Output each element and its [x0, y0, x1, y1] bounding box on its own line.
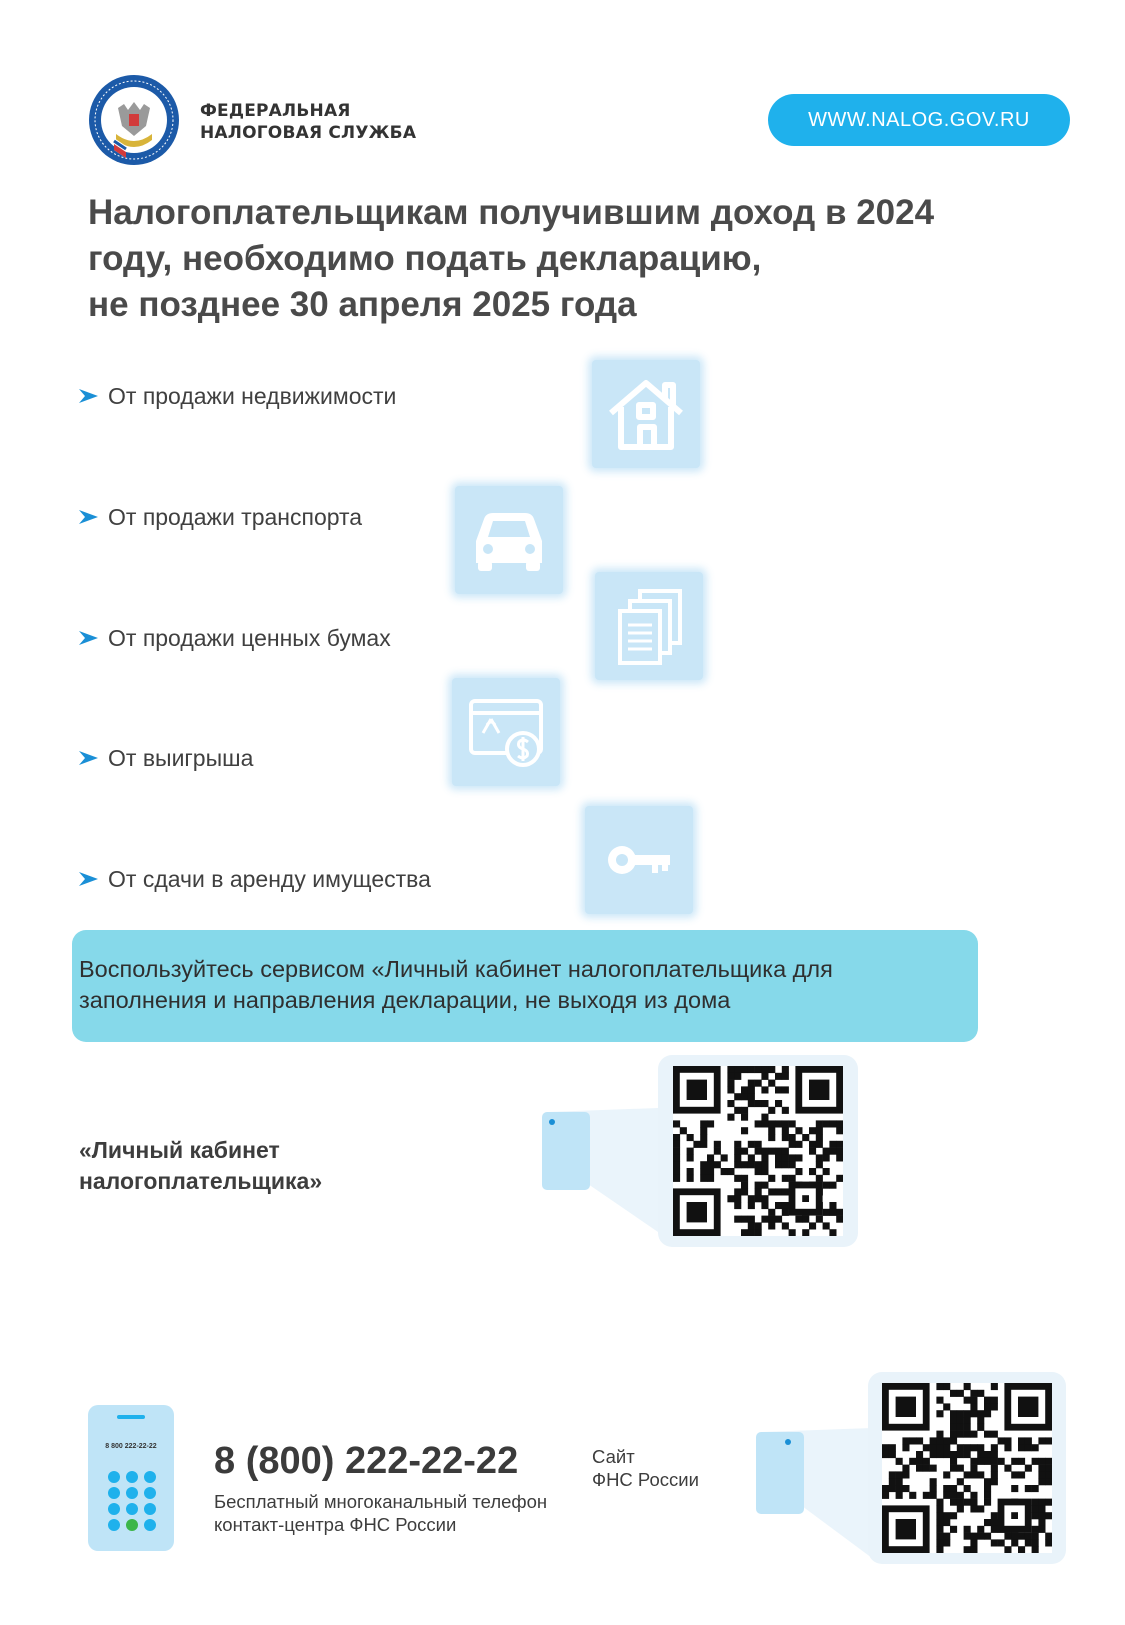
list-item: [78, 743, 253, 773]
key-tile: [585, 806, 693, 914]
site-label-line2: ФНС России: [592, 1469, 699, 1490]
title-line2: году, необходимо подать декларацию,: [88, 239, 762, 278]
cabinet-qr-card: [658, 1055, 858, 1247]
scan-phone-icon: [538, 1108, 658, 1232]
arrow-icon: [78, 629, 100, 647]
arrow-icon: [78, 508, 100, 526]
house-tile: [592, 360, 700, 468]
site-qr-code[interactable]: [882, 1383, 1052, 1553]
title-line1: Налогоплательщикам получившим доход в 2024: [88, 193, 935, 232]
phone-number[interactable]: 8 (800) 222-22-22: [214, 1440, 519, 1482]
phone-description: [214, 1490, 547, 1536]
device-number: 8 800 222-22-22: [105, 1443, 157, 1450]
list-item: [78, 381, 396, 411]
car-icon: [466, 497, 552, 583]
org-name-line1: ФЕДЕРАЛЬНАЯ: [200, 101, 351, 121]
website-link[interactable]: WWW.NALOG.GOV.RU: [768, 94, 1070, 146]
arrow-icon: [78, 749, 100, 767]
arrow-icon: [78, 387, 100, 405]
site-label-line1: Сайт: [592, 1446, 635, 1467]
income-label: От продажи недвижимости: [108, 382, 397, 409]
key-icon: [596, 817, 682, 903]
cabinet-label: [79, 1135, 322, 1197]
title-line3: не позднее 30 апреля 2025 года: [88, 285, 637, 324]
phone-desc-line1: Бесплатный многоканальный телефон: [214, 1491, 548, 1512]
page-title: [88, 190, 1048, 328]
service-banner-text: Воспользуйтесь сервисом «Личный кабинет налогоплательщика для заполнения и направления декларации, не выходя из дома: [79, 956, 833, 1013]
scan-phone-icon: [752, 1428, 872, 1558]
list-item: [78, 502, 362, 532]
keypad-icon: [106, 1469, 158, 1535]
cabinet-label-line1: «Личный кабинет: [79, 1137, 280, 1163]
fns-logo: [88, 74, 180, 166]
phone-device-icon: [88, 1405, 174, 1551]
arrow-icon: [78, 870, 100, 888]
phone-desc-line2: контакт-центра ФНС России: [214, 1514, 457, 1535]
documents-icon: [606, 583, 692, 669]
cabinet-qr-code[interactable]: [673, 1066, 843, 1236]
list-item: [78, 864, 431, 894]
car-tile: [455, 486, 563, 594]
income-label: От продажи транспорта: [108, 503, 363, 530]
house-icon: [603, 371, 689, 457]
list-item: [78, 623, 391, 653]
income-label: От выигрыша: [108, 744, 254, 771]
org-name-line2: НАЛОГОВАЯ СЛУЖБА: [200, 123, 417, 143]
site-qr-card: [868, 1372, 1066, 1564]
income-label: От сдачи в аренду имущества: [108, 865, 431, 892]
site-label: [592, 1445, 699, 1491]
org-name: [200, 100, 416, 144]
lottery-ticket-icon: [463, 689, 549, 775]
lottery-tile: [452, 678, 560, 786]
cabinet-label-line2: налогоплательщика»: [79, 1168, 323, 1194]
documents-tile: [595, 572, 703, 680]
income-label: От продажи ценных бумах: [108, 624, 391, 651]
